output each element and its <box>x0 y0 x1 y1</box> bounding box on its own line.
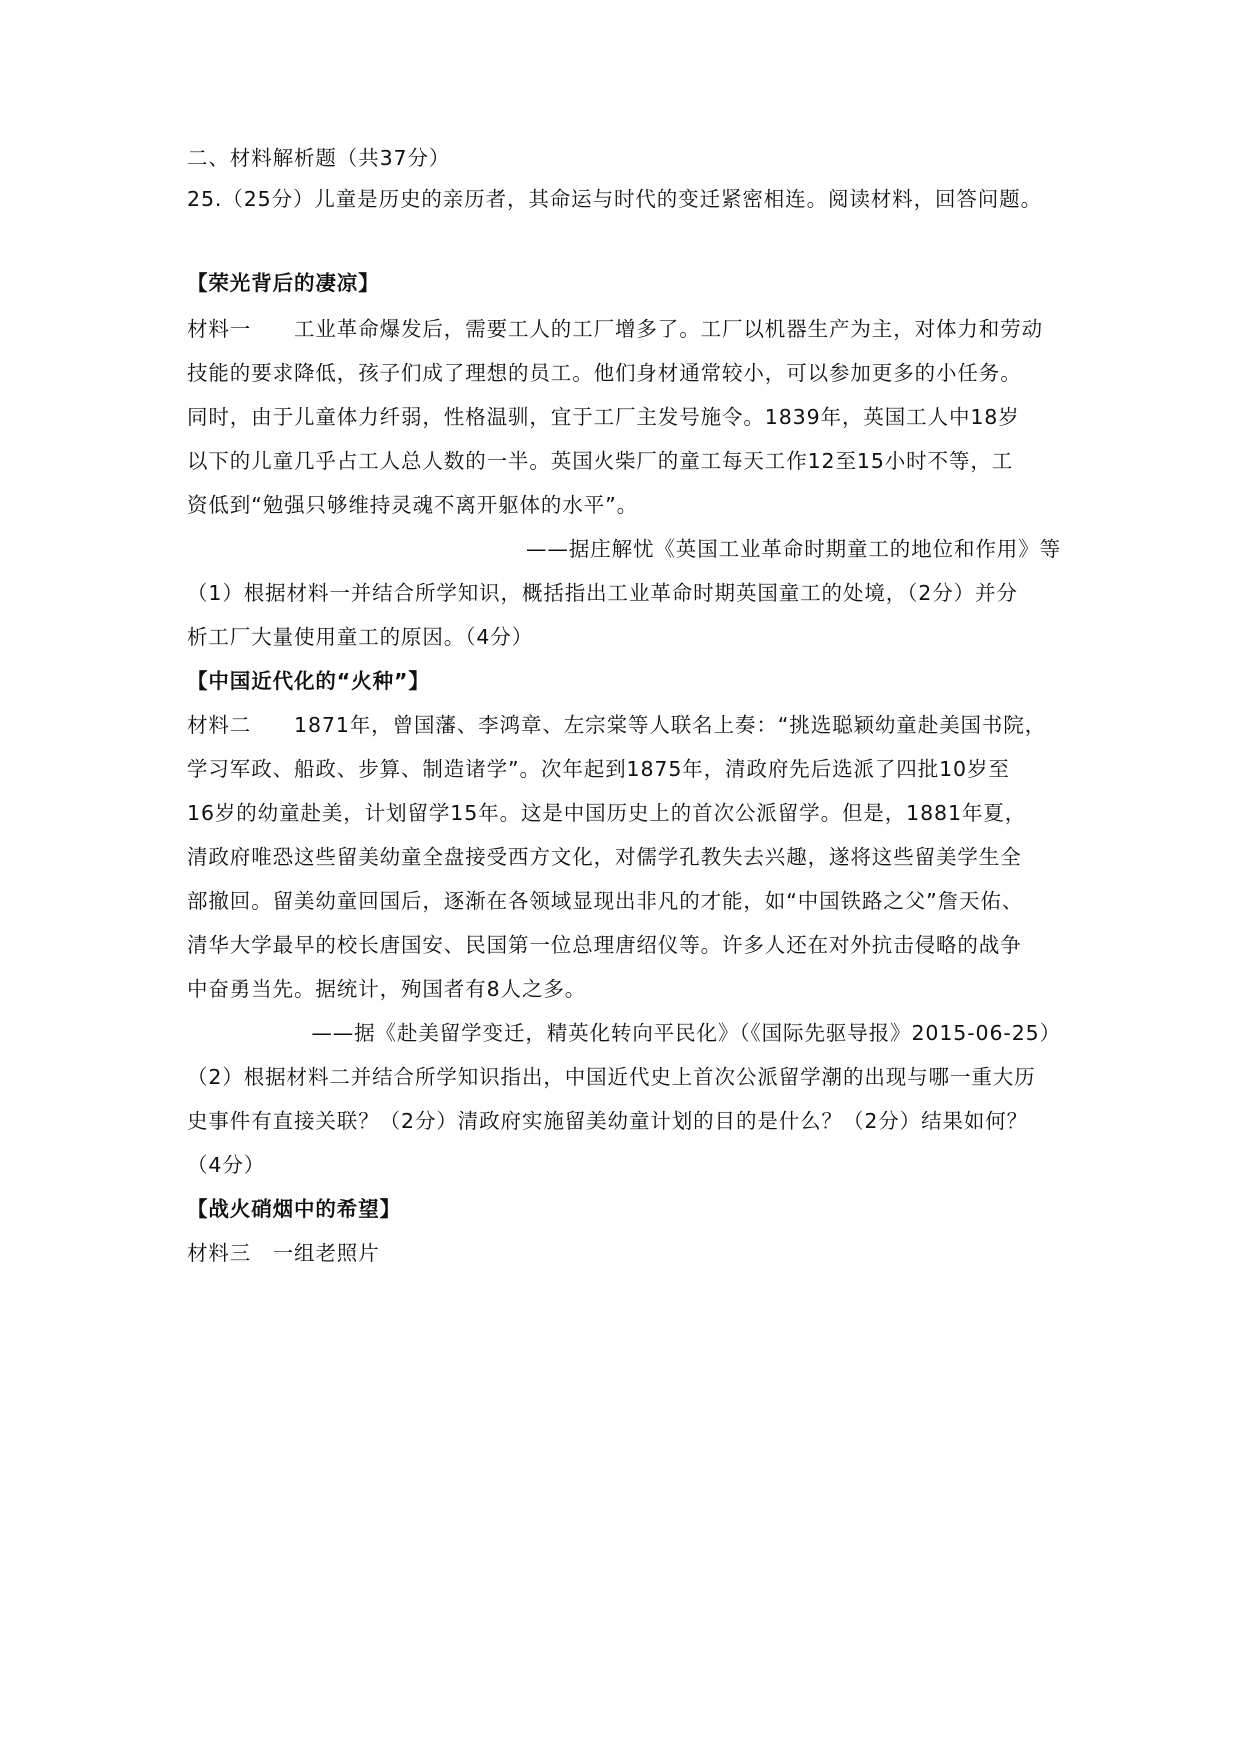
material2-line: 中奋勇当先。据统计，殉国者有8人之多。 <box>187 977 587 1001</box>
material2-line: 材料二 1871年，曾国藩、李鸿章、左宗棠等人联名上奏：“挑选聪颖幼童赴美国书院， <box>187 713 1047 737</box>
material1-line: 资低到“勉强只够维持灵魂不离开躯体的水平”。 <box>187 493 639 517</box>
material2-line: 清华大学最早的校长唐国安、民国第一位总理唐绍仪等。许多人还在对外抗击侵略的战争 <box>187 933 1022 957</box>
question2-line: （4分） <box>187 1153 266 1177</box>
section-title: 二、材料解析题（共37分） <box>187 146 451 170</box>
question-intro: 25.（25分）儿童是历史的亲历者，其命运与时代的变迁紧密相连。阅读材料，回答问题。 <box>187 187 1042 211</box>
material2-source: ——据《赴美留学变迁，精英化转向平民化》（《国际先驱导报》2015-06-25） <box>311 1021 1061 1045</box>
material3-line: 材料三 一组老照片 <box>187 1241 380 1265</box>
part2-heading: 【中国近代化的“火种”】 <box>187 669 430 693</box>
question2-line: （2）根据材料二并结合所学知识指出，中国近代史上首次公派留学潮的出现与哪一重大历 <box>187 1065 1036 1089</box>
question1-line: （1）根据材料一并结合所学知识，概括指出工业革命时期英国童工的处境，（2分）并分 <box>187 581 1018 605</box>
material2-line: 部撤回。留美幼童回国后，逐渐在各领域显现出非凡的才能，如“中国铁路之父”詹天佑、 <box>187 889 1024 913</box>
material2-line: 16岁的幼童赴美，计划留学15年。这是中国历史上的首次公派留学。但是，1881年夏， <box>187 801 1027 825</box>
question2-line: 史事件有直接关联？（2分）清政府实施留美幼童计划的目的是什么？（2分）结果如何？ <box>187 1109 1029 1133</box>
material1-source: ——据庄解忧《英国工业革命时期童工的地位和作用》等 <box>526 537 1061 561</box>
material1-line: 以下的儿童几乎占工人总人数的一半。英国火柴厂的童工每天工作12至15小时不等，工 <box>187 449 1014 473</box>
material1-line: 材料一 工业革命爆发后，需要工人的工厂增多了。工厂以机器生产为主，对体力和劳动 <box>187 317 1043 341</box>
part1-heading: 【荣光背后的凄凉】 <box>187 271 380 295</box>
question1-line: 析工厂大量使用童工的原因。（4分） <box>187 625 534 649</box>
material2-line: 清政府唯恐这些留美幼童全盘接受西方文化，对儒学孔教失去兴趣，遂将这些留美学生全 <box>187 845 1022 869</box>
material1-line: 同时，由于儿童体力纤弱，性格温驯，宜于工厂主发号施令。1839年，英国工人中18岁 <box>187 405 1020 429</box>
material2-line: 学习军政、船政、步算、制造诸学”。次年起到1875年，清政府先后选派了四批10岁至 <box>187 757 1010 781</box>
part3-heading: 【战火硝烟中的希望】 <box>187 1197 401 1221</box>
material1-line: 技能的要求降低，孩子们成了理想的员工。他们身材通常较小，可以参加更多的小任务。 <box>187 361 1022 385</box>
